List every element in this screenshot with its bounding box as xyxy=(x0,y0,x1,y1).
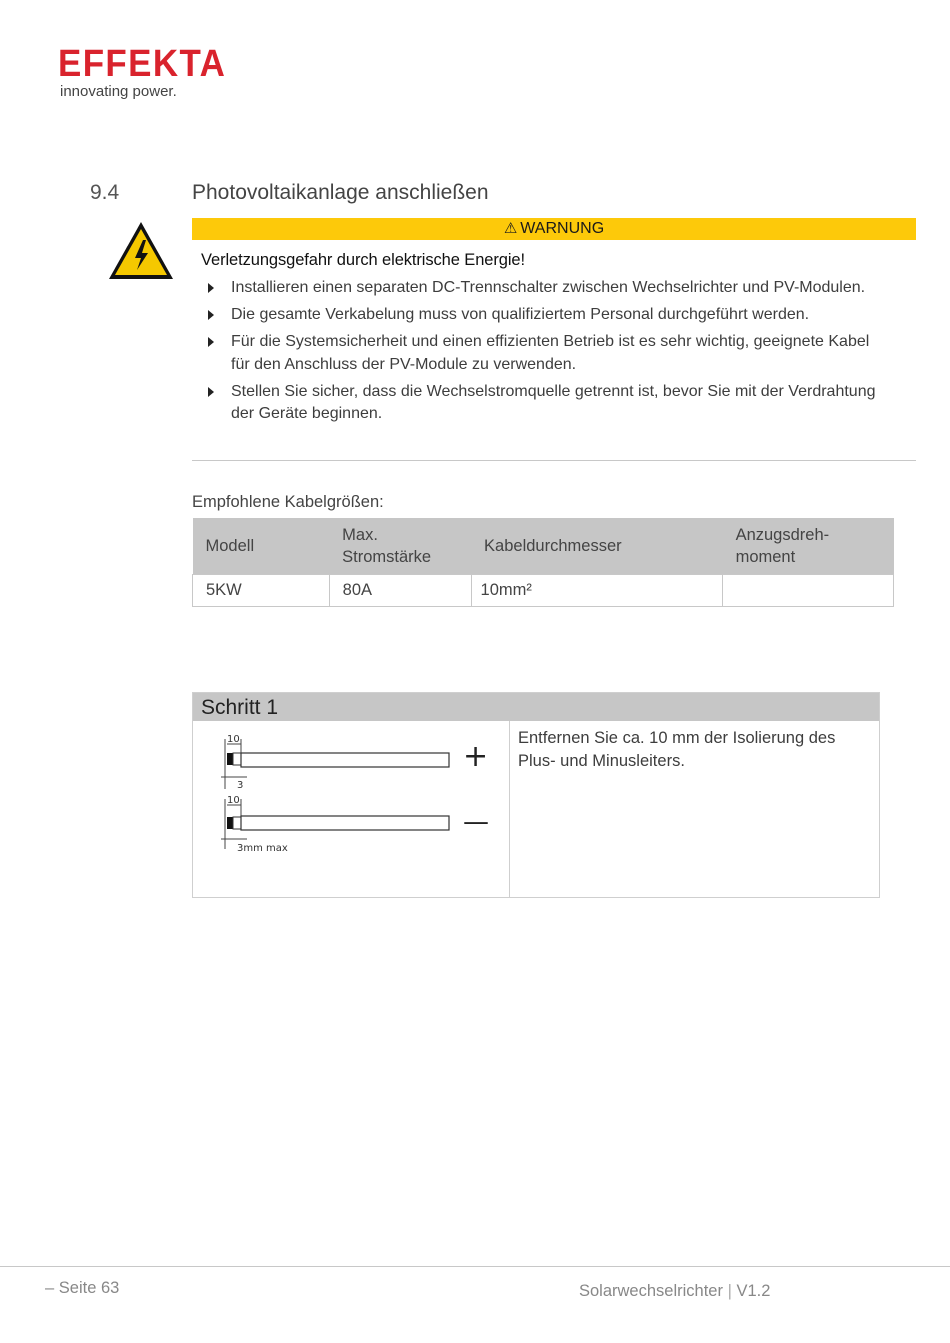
step-box xyxy=(192,692,880,898)
footer-separator: | xyxy=(727,1282,732,1300)
cell-current: 80A xyxy=(329,575,471,607)
doc-title: Solarwechselrichter xyxy=(579,1282,723,1300)
plus-sign: + xyxy=(463,739,489,774)
step-instruction: Entfernen Sie ca. 10 mm der Isolierung des Plus- und Minusleiters. xyxy=(518,729,836,770)
warning-heading: Verletzungsgefahr durch elektrische Energie! xyxy=(201,251,525,269)
brand-name: EFFEKTA xyxy=(58,43,227,85)
table-row xyxy=(193,575,894,607)
high-voltage-warning-icon xyxy=(107,220,175,282)
bullet-arrow-icon xyxy=(208,337,214,347)
cell-diameter: 10mm² xyxy=(471,575,723,607)
bullet-arrow-icon xyxy=(208,387,214,397)
list-item: Die gesamte Verkabelung muss von qualifiziertem Personal durchgeführt werden. xyxy=(206,304,886,327)
table-caption: Empfohlene Kabelgrößen: xyxy=(192,493,384,511)
brand-logo xyxy=(58,44,241,100)
col-header-model: Modell xyxy=(193,518,330,575)
col-header-diameter: Kabeldurchmesser xyxy=(471,518,723,575)
brand-tagline: innovating power. xyxy=(60,83,177,100)
warning-list xyxy=(206,277,886,430)
step-title: Schritt 1 xyxy=(193,693,879,721)
col-header-current: Max. Stromstärke xyxy=(329,518,471,575)
minus-sign: — xyxy=(463,807,489,837)
table-header-row xyxy=(193,518,894,575)
bottom-dim-label: 10 xyxy=(227,795,240,806)
divider xyxy=(192,460,916,461)
list-item: Für die Systemsicherheit und einen effizienten Betrieb ist es sehr wichtig, geeignete Kabel für den Anschluss der PV-Module zu verwenden. xyxy=(206,331,886,376)
warning-banner xyxy=(192,218,916,240)
bullet-arrow-icon xyxy=(208,283,214,293)
cable-size-table xyxy=(192,518,894,607)
step-figure-cell xyxy=(193,721,510,897)
section-title: Photovoltaikanlage anschließen xyxy=(192,181,489,204)
section-number: 9.4 xyxy=(90,181,120,204)
bullet-arrow-icon xyxy=(208,310,214,320)
cell-torque xyxy=(723,575,894,607)
top-dim-label: 10 xyxy=(227,734,240,745)
page-number: – Seite 63 xyxy=(45,1279,120,1297)
doc-version: V1.2 xyxy=(736,1282,771,1300)
footer-doc-info xyxy=(579,1282,770,1301)
cell-model: 5KW xyxy=(193,575,330,607)
col-header-torque: Anzugsdreh-moment xyxy=(723,518,894,575)
bottom-note-label: 3mm max xyxy=(237,843,288,854)
warning-label: WARNUNG xyxy=(520,220,605,237)
wire-strip-diagram xyxy=(207,727,497,857)
warning-triangle-icon: ⚠ xyxy=(503,220,518,237)
side-dim-label: 3 xyxy=(237,780,244,791)
footer-divider xyxy=(0,1266,950,1267)
list-item: Installieren einen separaten DC-Trennschalter zwischen Wechselrichter und PV-Modulen. xyxy=(206,277,886,300)
list-item: Stellen Sie sicher, dass die Wechselstromquelle getrennt ist, bevor Sie mit der Verdrahtung der Geräte beginnen. xyxy=(206,381,886,426)
